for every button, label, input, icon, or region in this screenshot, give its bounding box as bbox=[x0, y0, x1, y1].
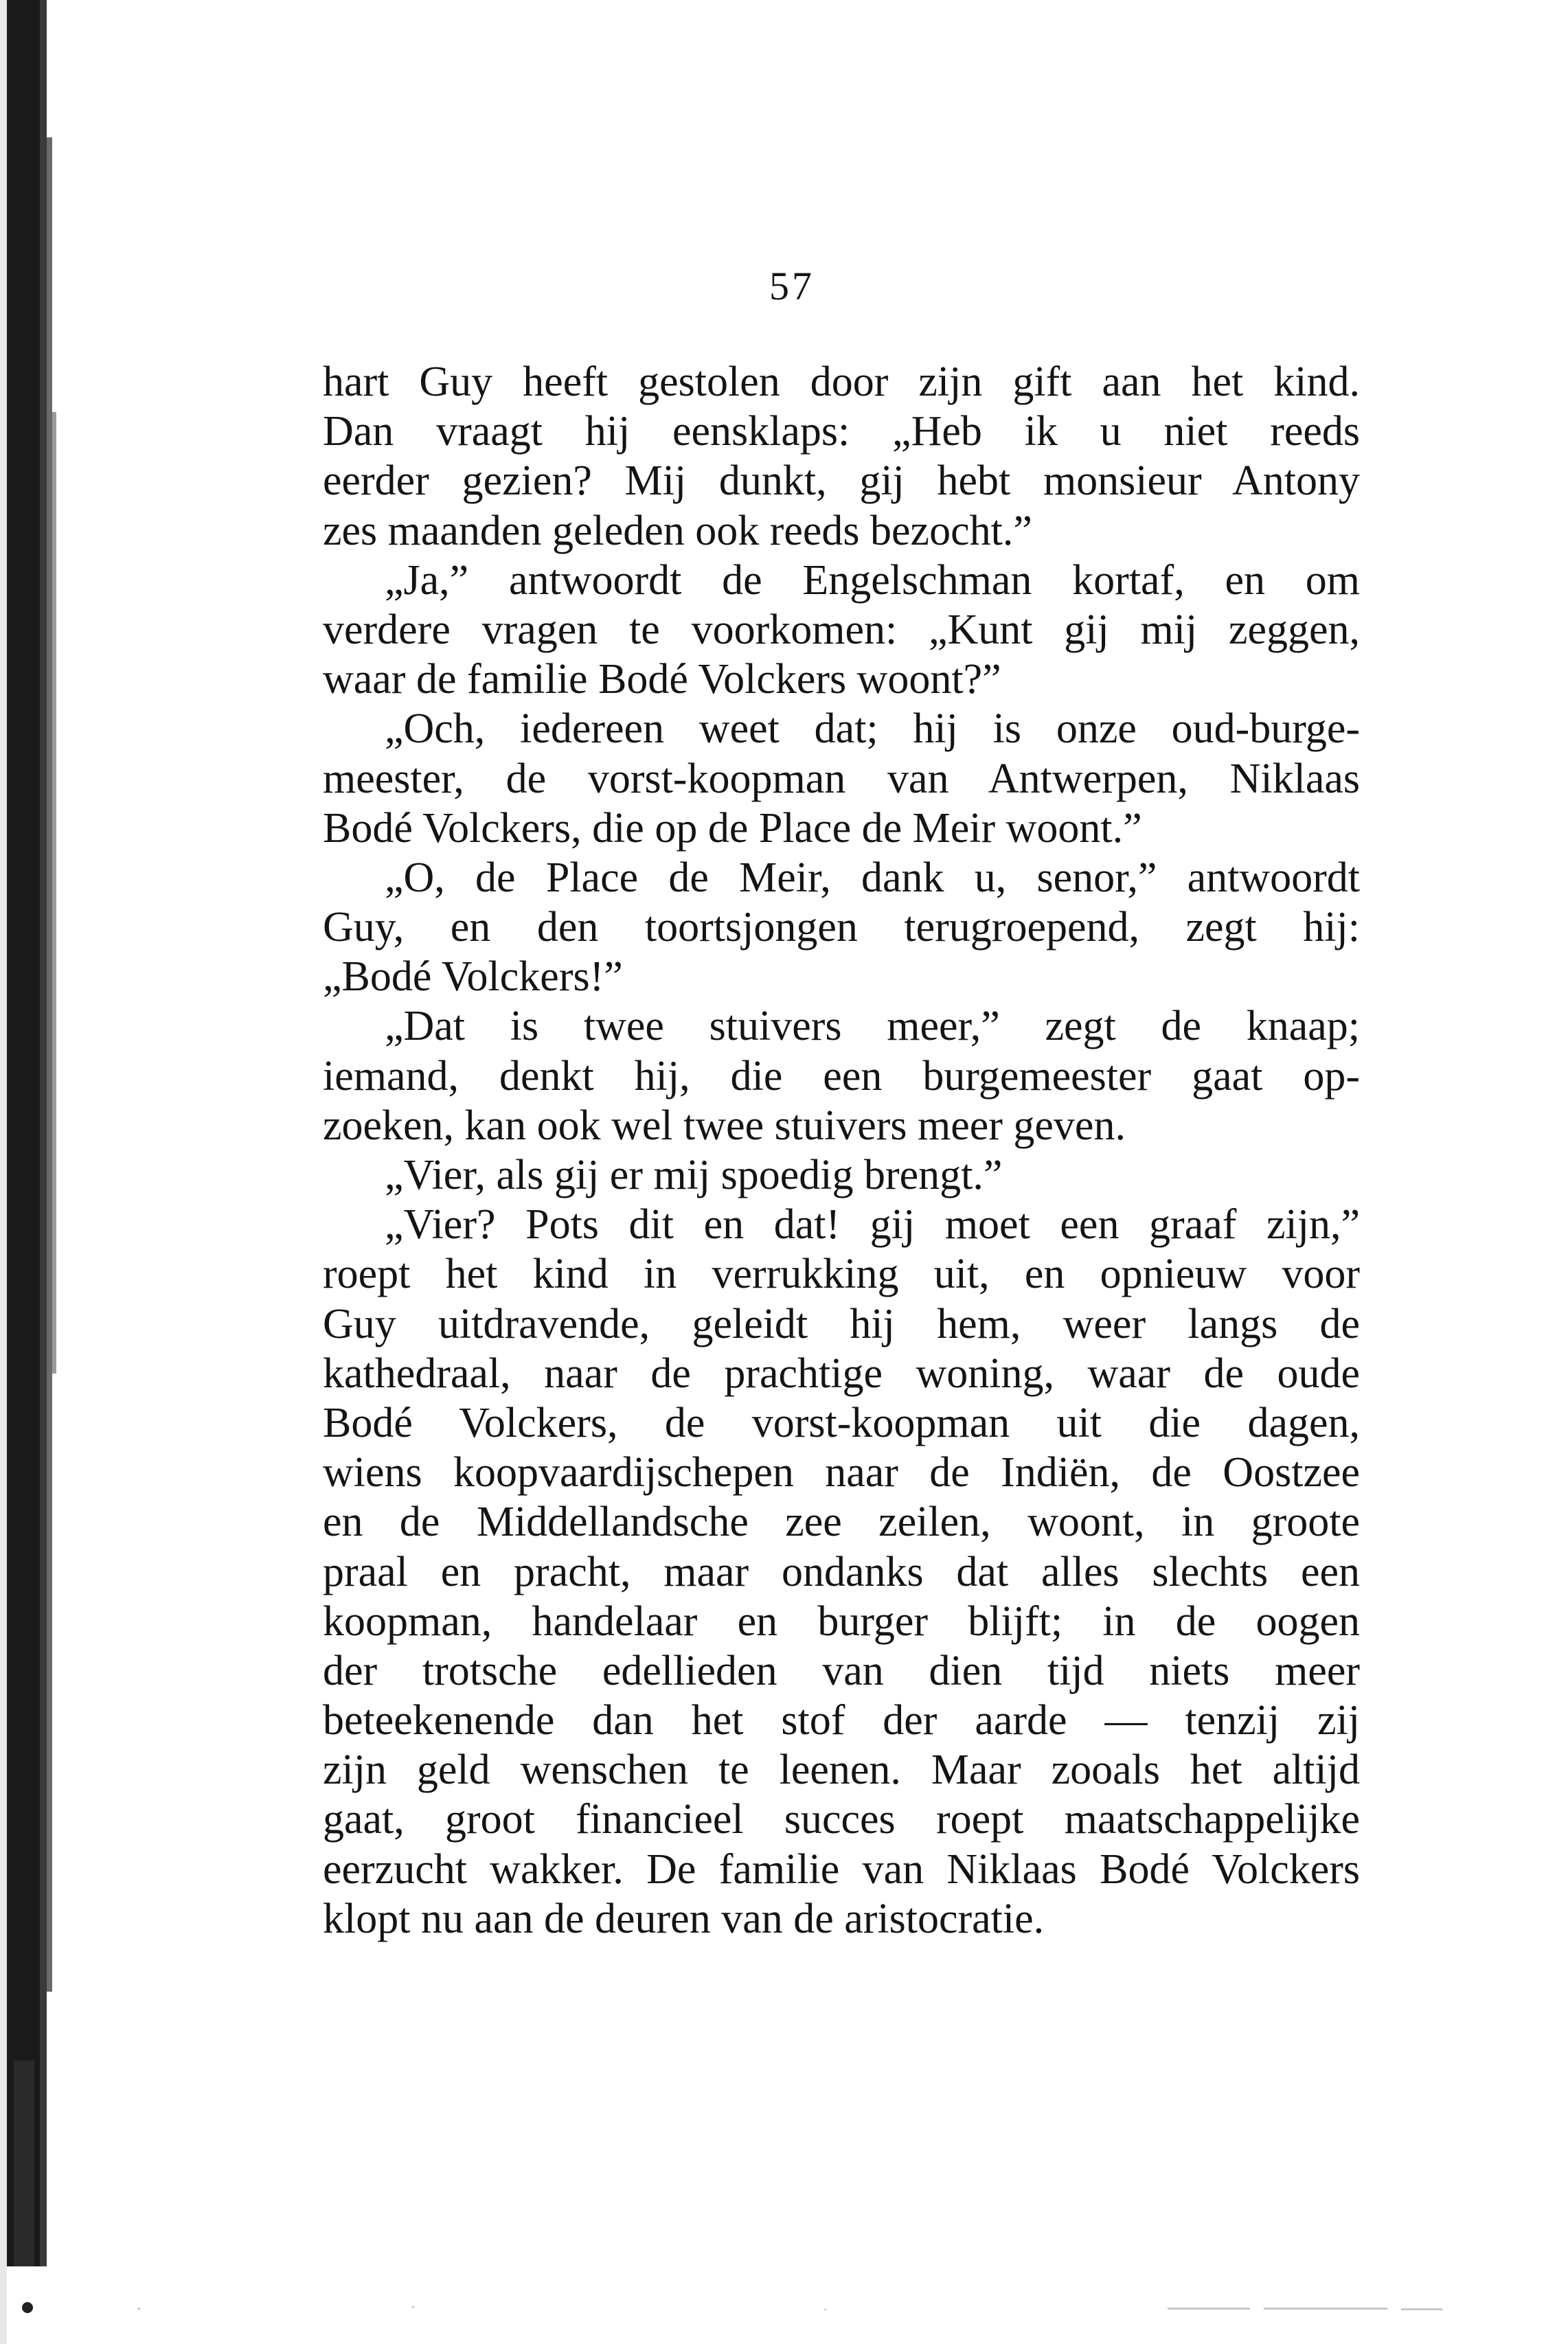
text-line: „Dat is twee stuivers meer,” zegt de knaap; bbox=[385, 1003, 1360, 1050]
text-line: verdere vragen te voorkomen: „Kunt gij mij zeggen, bbox=[323, 606, 1360, 653]
text-line: „Vier? Pots dit en dat! gij moet een graaf zijn,” bbox=[385, 1201, 1360, 1249]
text-line: „Ja,” antwoordt de Engelschman kortaf, en om bbox=[385, 556, 1360, 604]
text-line: gaat, groot financieel succes roept maatschappelijke bbox=[323, 1796, 1360, 1843]
text-line: der trotsche edellieden van dien tijd niets meer bbox=[323, 1647, 1360, 1694]
text-line: zes maanden geleden ook reeds bezocht.” bbox=[323, 507, 1032, 554]
text-line: kathedraal, naar de prachtige woning, waar de oude bbox=[323, 1350, 1360, 1397]
page-number: 57 bbox=[769, 264, 815, 308]
text-line: eerzucht wakker. De familie van Niklaas Bodé Volckers bbox=[323, 1845, 1360, 1893]
text-line: „O, de Place de Meir, dank u, senor,” antwoordt bbox=[385, 854, 1360, 901]
text-line: hart Guy heeft gestolen door zijn gift aan het kind. bbox=[323, 359, 1360, 405]
scan-noise-bottom bbox=[0, 2294, 1568, 2328]
text-line: Dan vraagt hij eensklaps: „Heb ik u niet reeds bbox=[323, 408, 1360, 455]
text-line: Guy, en den toortsjongen terugroepend, zegt hij: bbox=[323, 904, 1360, 951]
scanned-binding-edge bbox=[0, 0, 82, 2344]
text-line: koopman, handelaar en burger blijft; in de oogen bbox=[323, 1597, 1360, 1645]
text-line: „Och, iedereen weet dat; hij is onze oud-burge- bbox=[385, 705, 1360, 753]
text-line: en de Middellandsche zee zeilen, woont, in groote bbox=[323, 1499, 1360, 1546]
text-line: waar de familie Bodé Volckers woont?” bbox=[323, 656, 1001, 703]
text-line: meester, de vorst-koopman van Antwerpen, Niklaas bbox=[323, 755, 1360, 802]
text-line: praal en pracht, maar ondanks dat alles slechts een bbox=[323, 1548, 1360, 1595]
text-line: Guy uitdravende, geleidt hij hem, weer langs de bbox=[323, 1300, 1360, 1347]
text-line: wiens koopvaardijschepen naar de Indiën, de Oostzee bbox=[323, 1449, 1360, 1497]
text-line: iemand, denkt hij, die een burgemeester gaat op- bbox=[323, 1052, 1360, 1100]
body-text bbox=[323, 357, 1360, 1944]
text-line: klopt nu aan de deuren van de aristocratie. bbox=[323, 1895, 1045, 1942]
text-line: Bodé Volckers, die op de Place de Meir woont.” bbox=[323, 804, 1142, 852]
text-line: beteekenende dan het stof der aarde — tenzij zij bbox=[323, 1697, 1360, 1744]
text-line: roept het kind in verrukking uit, en opnieuw voor bbox=[323, 1251, 1360, 1298]
text-line: eerder gezien? Mij dunkt, gij hebt monsieur Antony bbox=[323, 457, 1360, 505]
text-line: zoeken, kan ook wel twee stuivers meer geven. bbox=[323, 1102, 1126, 1149]
text-line: zijn geld wenschen te leenen. Maar zooals het altijd bbox=[323, 1746, 1360, 1794]
text-line: Bodé Volckers, de vorst-koopman uit die dagen, bbox=[323, 1399, 1360, 1446]
text-line: „Bodé Volckers!” bbox=[323, 953, 623, 1001]
text-line: „Vier, als gij er mij spoedig brengt.” bbox=[385, 1152, 1003, 1198]
